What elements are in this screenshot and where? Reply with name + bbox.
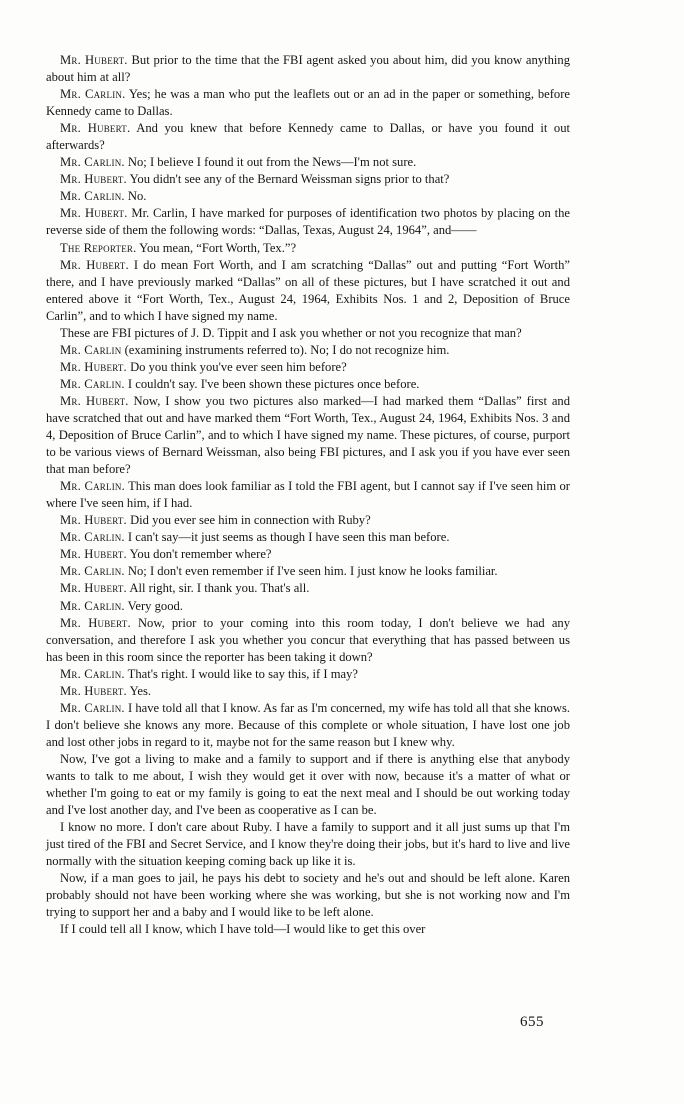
page-number: 655 <box>520 1014 544 1030</box>
paragraph-5 <box>46 171 570 188</box>
paragraph-1 <box>46 52 570 86</box>
speech: Yes. <box>129 683 152 698</box>
speaker: Mr. Hubert. <box>60 206 128 221</box>
speech: No; I don't even remember if I've seen him. I just know he looks familiar. <box>127 564 498 579</box>
speech: And you knew that before Kennedy came to Dallas, or have you found it out afterwards? <box>46 121 570 153</box>
paragraph-4 <box>46 154 570 171</box>
speaker: Mr. Hubert. <box>60 53 128 67</box>
paragraph-26 <box>46 751 570 819</box>
speaker: Mr. Hubert. <box>60 172 127 187</box>
speaker: Mr. Hubert. <box>60 121 131 136</box>
paragraph-13 <box>46 376 570 393</box>
paragraph-7 <box>46 205 570 239</box>
speech: Now, prior to your coming into this room today, I don't believe we had any conversation, and therefore I ask you whether you concur that everything that has passed between us has been in this room since the reporter has been taking it down? <box>46 615 570 664</box>
speech: That's right. I would like to say this, if I may? <box>127 666 358 681</box>
speech: You don't remember where? <box>129 547 272 562</box>
paragraph-19 <box>46 563 570 580</box>
paragraph-14 <box>46 393 570 478</box>
speaker: Mr. Hubert. <box>60 683 127 698</box>
speech: I do mean Fort Worth, and I am scratching “Dallas” out and putting “Fort Worth” there, and I have previously marked “Dallas” on all of these pictures, but I have scratched it out and entered above it “Fort Worth, Tex., August 24, 1964, Exhibits Nos. 1 and 2, Deposition of Bruce Carlin”, and to which I have signed my name. <box>46 257 570 323</box>
speech: If I could tell all I know, which I have told—I would like to get this over <box>60 922 426 937</box>
speech: Now, I show you two pictures also marked—I had marked them “Dallas” first and have scratched that out and have marked them “Fort Worth, Tex., August 24, 1964, Exhibits Nos. 3 and 4, Deposition of Bruce Carlin”, and to which I have signed my name. These pictures, of course, purport to be various views of Bernard Weissman, also being FBI pictures, and I ask you if you have ever seen that man before? <box>46 393 571 477</box>
speaker: Mr. Carlin. <box>60 155 125 170</box>
speaker: Mr. Carlin. <box>60 564 125 579</box>
speech: I have told all that I know. As far as I'm concerned, my wife has told all that she knows. I don't believe she knows any more. Because of this complete or whole situation, I have lost one job and lost other jobs in regard to it, maybe not for the same reason but I knew why. <box>46 700 570 749</box>
speech: Now, I've got a living to make and a family to support and if there is anything else that anybody wants to talk to me about, I wish they would get it over with now, because it's a matter of what or whether I'm going to eat or my family is going to eat the next meal and I should be out working today and I've lost another day, and I've been as cooperative as I can be. <box>46 751 570 818</box>
speaker: Mr. Hubert. <box>60 359 127 374</box>
speaker: Mr. Carlin. <box>60 598 125 613</box>
speech: No. <box>127 189 147 204</box>
paragraph-8 <box>46 240 570 257</box>
paragraph-17 <box>46 529 570 546</box>
paragraph-22 <box>46 615 570 666</box>
speaker: Mr. Carlin. <box>60 87 126 102</box>
speaker: Mr. Carlin. <box>60 530 125 545</box>
paragraph-27 <box>46 819 570 870</box>
speech: All right, sir. I thank you. That's all. <box>129 581 310 596</box>
paragraph-6 <box>46 188 570 205</box>
paragraph-20 <box>46 580 570 597</box>
speech: Mr. Carlin, I have marked for purposes of identification two photos by placing on the reverse side of them the following words: “Dallas, Texas, August 24, 1964”, and—— <box>46 206 570 238</box>
paragraph-21 <box>46 598 570 615</box>
speech: No; I believe I found it out from the News—I'm not sure. <box>127 155 417 170</box>
paragraph-29 <box>46 921 570 938</box>
paragraph-10 <box>46 325 570 342</box>
speaker: Mr. Carlin. <box>60 479 125 494</box>
paragraph-23 <box>46 666 570 683</box>
speech: I know no more. I don't care about Ruby. I have a family to support and it all just sums up that I'm just tired of the FBI and Secret Service, and I know they're doing their jobs, but it's hard to live and live normally with the situation keeping coming back up like it is. <box>46 820 570 869</box>
speaker: Mr. Hubert. <box>60 257 129 272</box>
speaker: Mr. Carlin <box>60 342 122 357</box>
speech: Yes; he was a man who put the leaflets out or an ad in the paper or something, before Kennedy came to Dallas. <box>46 87 571 119</box>
speaker: The Reporter. <box>60 240 137 255</box>
speaker: Mr. Hubert. <box>60 393 129 408</box>
speech: (examining instruments referred to). No; I do not recognize him. <box>124 342 450 357</box>
speaker: Mr. Hubert. <box>60 615 131 630</box>
speech: But prior to the time that the FBI agent asked you about him, did you know anything about him at all? <box>46 53 570 85</box>
speaker: Mr. Carlin. <box>60 666 125 681</box>
speaker: Mr. Carlin. <box>60 376 125 391</box>
speech: Very good. <box>127 598 183 613</box>
speech: I can't say—it just seems as though I have seen this man before. <box>127 530 450 545</box>
speaker: Mr. Carlin. <box>60 700 125 715</box>
paragraph-2 <box>46 86 570 120</box>
paragraph-16 <box>46 512 570 529</box>
paragraph-28 <box>46 870 570 921</box>
speech: Do you think you've ever seen him before? <box>130 359 347 374</box>
speech: This man does look familiar as I told the FBI agent, but I cannot say if I've seen him or where I've seen him, if I had. <box>46 479 570 511</box>
paragraph-12 <box>46 359 570 376</box>
paragraph-24 <box>46 683 570 700</box>
paragraph-11 <box>46 342 570 359</box>
speaker: Mr. Carlin. <box>60 189 125 204</box>
speech: These are FBI pictures of J. D. Tippit and I ask you whether or not you recognize that man? <box>60 325 522 340</box>
speech: Did you ever see him in connection with Ruby? <box>130 513 371 528</box>
speech: Now, if a man goes to jail, he pays his debt to society and he's out and should be left alone. Karen probably should not have been working where she was working, but she is not working now and I'm trying to support her and a baby and I would like to be left alone. <box>46 871 570 920</box>
speaker: Mr. Hubert. <box>60 581 127 596</box>
paragraph-15 <box>46 478 570 512</box>
paragraph-9 <box>46 257 570 325</box>
transcript-body <box>46 52 570 938</box>
speaker: Mr. Hubert. <box>60 547 127 562</box>
paragraph-3 <box>46 120 570 154</box>
speech: You mean, “Fort Worth, Tex.”? <box>139 240 297 255</box>
paragraph-18 <box>46 546 570 563</box>
speaker: Mr. Hubert. <box>60 513 127 528</box>
speech: I couldn't say. I've been shown these pictures once before. <box>127 376 420 391</box>
speech: You didn't see any of the Bernard Weissman signs prior to that? <box>129 172 450 187</box>
paragraph-25 <box>46 700 570 751</box>
